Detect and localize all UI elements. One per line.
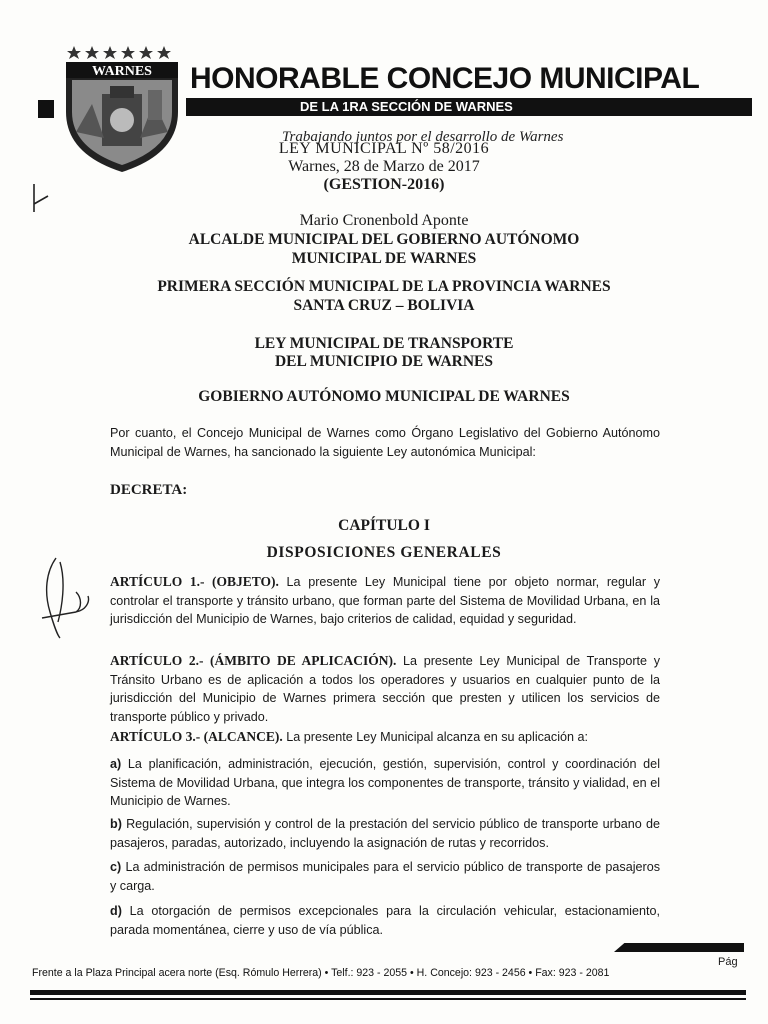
law-number: LEY MUNICIPAL Nº 58/2016	[278, 140, 490, 157]
list-item-c-letter: c)	[110, 860, 122, 874]
svg-text:WARNES: WARNES	[92, 64, 152, 79]
header-left-block	[38, 100, 54, 118]
law-title-line1: LEY MUNICIPAL DE TRANSPORTE	[254, 335, 514, 352]
list-item-d-text: La otorgación de permisos excepcionales para la circulación vehicular, estacionamiento, parada momentánea, cierre y uso de vía pública.	[110, 904, 660, 937]
article-2-body: La presente Ley Municipal de Transporte y Tránsito Urbano es de aplicación a todos los operadores y usuarios en cualquier punto de la jurisdicción del Municipio de Warnes primera sección que presten y utilicen los servicios de transporte público y privado.	[110, 654, 660, 724]
list-item-d-letter: d)	[110, 904, 122, 918]
list-item-d	[110, 902, 660, 939]
article-3	[110, 728, 660, 747]
section-line1: PRIMERA SECCIÓN MUNICIPAL DE LA PROVINCIA WARNES	[157, 278, 611, 295]
article-1-heading: ARTÍCULO 1.- (OBJETO).	[110, 574, 279, 589]
mayor-title-line2: MUNICIPAL DE WARNES	[291, 250, 477, 267]
article-1-body: La presente Ley Municipal tiene por objeto normar, regular y controlar el transporte y tránsito urbano, que forman parte del Sistema de Movilidad Urbana, en la jurisdicción del Municipio de Warnes, bajo criterios de calidad, equidad y seguridad.	[110, 575, 661, 626]
list-item-b-letter: b)	[110, 817, 122, 831]
article-2	[110, 652, 660, 726]
footer-address: Frente a la Plaza Principal acera norte (Esq. Rómulo Herrera) • Telf.: 923 - 2055 • H. Concejo: 923 - 2456 • Fax: 923 - 2081	[32, 967, 610, 979]
law-date: Warnes, 28 de Marzo de 2017	[288, 158, 480, 175]
mayor-title-line1: ALCALDE MUNICIPAL DEL GOBIERNO AUTÓNOMO	[188, 231, 580, 248]
list-item-b	[110, 815, 660, 852]
list-item-b-text: Regulación, supervisión y control de la prestación del servicio público de transporte urbano de pasajeros, paradas, autorizado, incluyendo la asignación de rutas y recorridos.	[110, 817, 660, 850]
gestion: (GESTION-2016)	[323, 176, 445, 193]
council-subtitle: DE LA 1RA SECCIÓN DE WARNES	[300, 99, 513, 114]
handwritten-signature	[36, 552, 98, 642]
article-2-heading: ARTÍCULO 2.- (ÁMBITO DE APLICACIÓN).	[110, 653, 397, 668]
footer-accent-bar	[614, 943, 744, 952]
motto: Trabajando juntos por el desarrollo de Warnes	[282, 129, 564, 145]
article-1	[110, 573, 660, 629]
list-item-a-text: La planificación, administración, ejecución, gestión, supervisión, control y coordinación del Sistema de Movilidad Urbana, que integra los componentes de transporte, tránsito y vialidad, en el Municipio de Warnes.	[110, 757, 660, 808]
list-item-c	[110, 858, 660, 895]
footer-rule-thin	[30, 998, 746, 1000]
list-item-a	[110, 755, 660, 811]
footer-rule-thick	[30, 990, 746, 995]
page-label: Pág	[718, 956, 738, 968]
section-line2: SANTA CRUZ – BOLIVIA	[293, 297, 475, 314]
article-3-body: La presente Ley Municipal alcanza en su aplicación a:	[282, 730, 589, 744]
chapter-heading: CAPÍTULO I	[338, 517, 430, 534]
article-3-heading: ARTÍCULO 3.- (ALCANCE).	[110, 729, 283, 744]
intro-paragraph: Por cuanto, el Concejo Municipal de Warnes como Órgano Legislativo del Gobierno Autónomo Municipal de Warnes, ha sancionado la siguiente Ley autonómica Municipal:	[110, 426, 660, 459]
list-item-c-text: La administración de permisos municipales para el servicio público de transporte de pasajeros y carga.	[110, 860, 660, 893]
handwritten-mark	[30, 182, 52, 216]
council-title: HONORABLE CONCEJO MUNICIPAL	[190, 62, 700, 95]
chapter-title: DISPOSICIONES GENERALES	[266, 544, 502, 561]
government-heading: GOBIERNO AUTÓNOMO MUNICIPAL DE WARNES	[198, 388, 570, 405]
decreta-heading: DECRETA:	[110, 482, 188, 498]
list-item-a-letter: a)	[110, 757, 122, 771]
mayor-name: Mario Cronenbold Aponte	[299, 212, 469, 229]
law-title-line2: DEL MUNICIPIO DE WARNES	[274, 353, 494, 370]
